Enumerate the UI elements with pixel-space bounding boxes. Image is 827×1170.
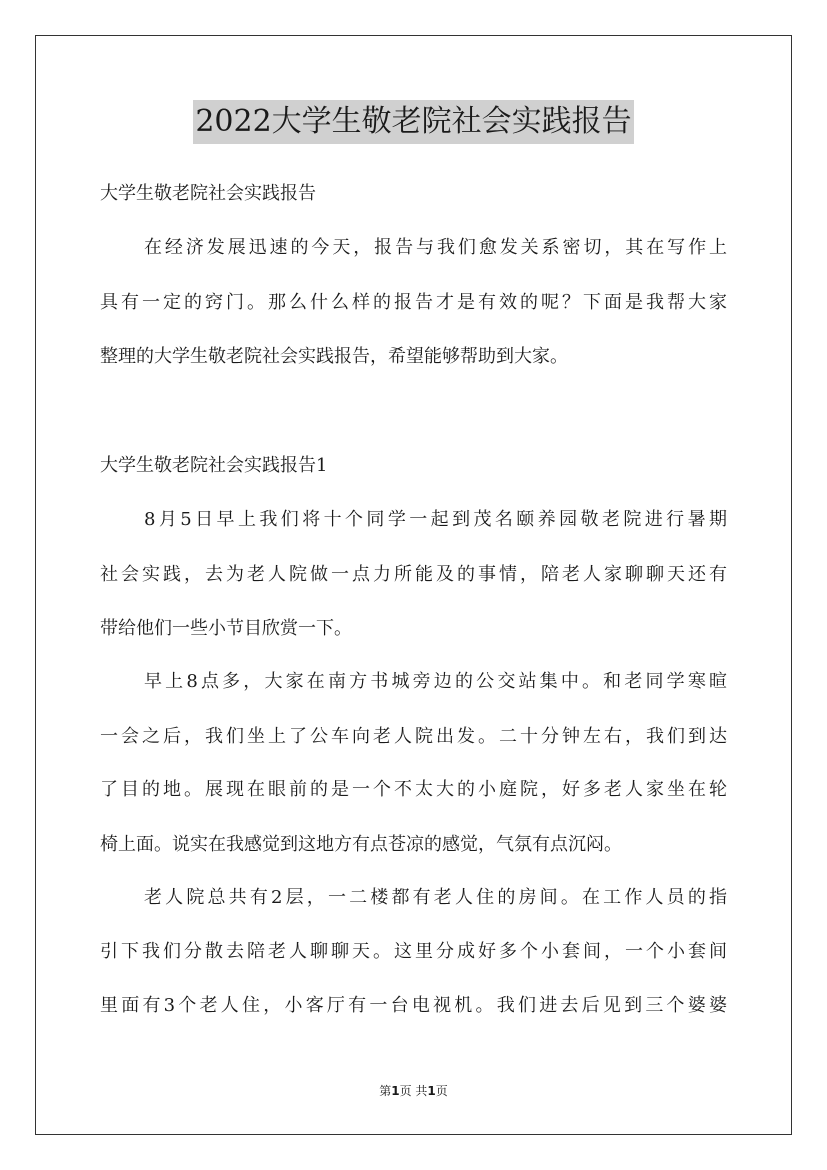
para1-line-3: 带给他们一些小节目欣赏一下。 — [100, 618, 352, 639]
para1-line-2: 社会实践，去为老人院做一点力所能及的事情，陪老人家聊聊天还有 — [100, 564, 727, 585]
para1-line-1: 8月5日早上我们将十个同学一起到茂名颐养园敬老院进行暑期 — [144, 509, 727, 530]
para3-line-2: 引下我们分散去陪老人聊聊天。这里分成好多个小套间，一个小套间 — [100, 941, 727, 962]
footer-total-pages: 1 — [427, 1084, 436, 1098]
para3-line-3: 里面有3个老人住，小客厅有一台电视机。我们进去后见到三个婆婆 — [100, 995, 727, 1016]
section-heading: 大学生敬老院社会实践报告1 — [100, 455, 328, 476]
title-area — [0, 100, 827, 144]
footer-mid: 页 共 — [399, 1084, 428, 1098]
page-footer — [0, 1083, 827, 1099]
intro-line-2: 具有一定的窍门。那么什么样的报告才是有效的呢？下面是我帮大家 — [100, 292, 727, 313]
footer-prefix: 第 — [379, 1084, 392, 1098]
para2-line-4: 椅上面。说实在我感觉到这地方有点苍凉的感觉，气氛有点沉闷。 — [100, 834, 622, 855]
footer-suffix: 页 — [435, 1084, 448, 1098]
document-title: 2022大学生敬老院社会实践报告 — [193, 100, 633, 144]
intro-line-3: 整理的大学生敬老院社会实践报告，希望能够帮助到大家。 — [100, 346, 568, 367]
para2-line-3: 了目的地。展现在眼前的是一个不太大的小庭院，好多老人家坐在轮 — [100, 779, 727, 800]
para3-line-1: 老人院总共有2层，一二楼都有老人住的房间。在工作人员的指 — [144, 887, 727, 908]
para2-line-2: 一会之后，我们坐上了公车向老人院出发。二十分钟左右，我们到达 — [100, 726, 727, 747]
para2-line-1: 早上8点多，大家在南方书城旁边的公交站集中。和老同学寒暄 — [144, 671, 727, 692]
footer-page-number: 1 — [391, 1084, 400, 1098]
intro-line-1: 在经济发展迅速的今天，报告与我们愈发关系密切，其在写作上 — [144, 237, 727, 258]
subtitle: 大学生敬老院社会实践报告 — [100, 183, 316, 204]
